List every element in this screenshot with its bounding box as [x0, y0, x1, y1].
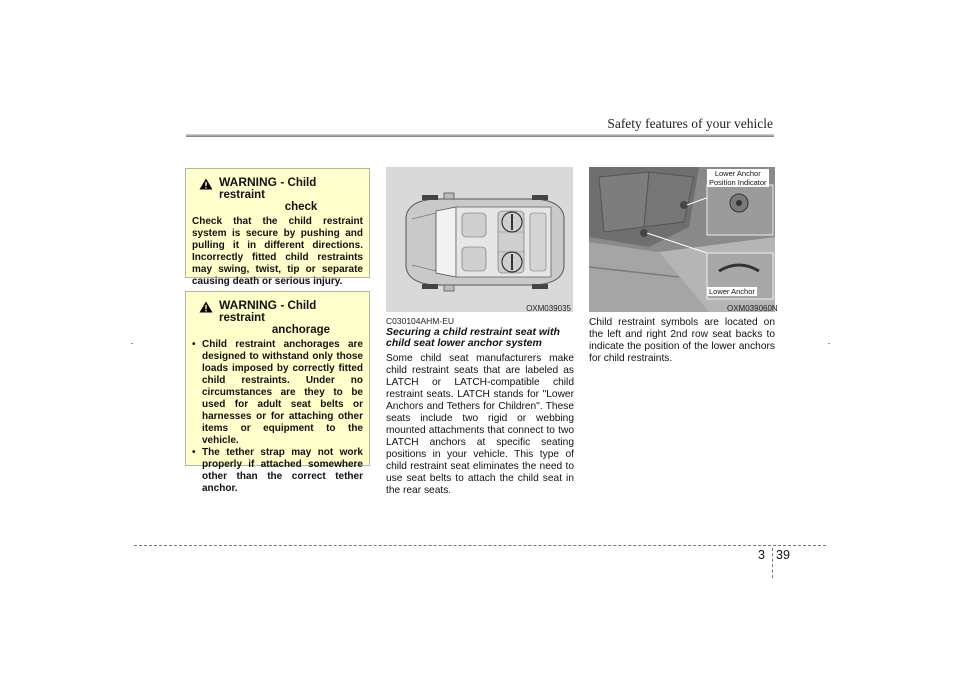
section-title: Securing a child restraint seat with child seat lower anchor system	[386, 326, 560, 349]
list-item: • Child restraint anchorages are designed to withstand only those loads imposed by correctly fitted child restraints. Under no circumstances are they to be used for adult seat belts or harnesses or for attaching other items or equipment to the vehicle.	[192, 339, 363, 446]
warning-triangle-icon	[199, 301, 213, 313]
warning-triangle-icon	[199, 178, 213, 190]
header-title: Safety features of your vehicle	[607, 116, 773, 131]
section-body: Some child seat manufacturers make child restraint seats that are labeled as LATCH or LATCH-compatible child restraint seats. LATCH stands for "Lower Anchors and Tethers for Children". These seats include two rigid or webbing mounted attachments that connect to two LATCH anchors at specific seating positions in your vehicle. This type of child restraint seat eliminates the need to use seat belts to attach the child seat in the rear seats.	[386, 353, 574, 496]
page-number: 39	[776, 548, 790, 562]
warning-box-anchorage	[185, 291, 370, 494]
warning-list	[192, 339, 363, 495]
car-top-view-illustration	[386, 167, 573, 312]
list-item: • The tether strap may not work properly if attached somewhere other than the correct tether anchor.	[192, 447, 363, 494]
warning-topic: Child restraint	[219, 300, 317, 324]
warning-topic-line2: check	[284, 201, 318, 213]
figure-code: OXM039035	[526, 304, 571, 313]
margin-dot	[828, 343, 830, 344]
warning-body: Check that the child restraint system is secure by pushing and pulling it in different directions. Incorrectly fitted child restraints may swing, twist, tip or separate causing death or serious injury.	[192, 216, 363, 287]
warning-word: WARNING -	[219, 298, 285, 312]
car-top-view-figure	[386, 167, 573, 312]
callout-indicator: Lower Anchor Position Indicator	[709, 169, 767, 187]
warning-topic: Child restraint	[219, 177, 317, 201]
chapter-number: 3	[758, 548, 765, 562]
page-separator	[772, 548, 773, 578]
seat-anchor-figure	[589, 167, 775, 312]
figure-code: OXM039060N	[727, 304, 778, 313]
section-body-right: Child restraint symbols are located on the left and right 2nd row seat backs to indicate the position of the lower anchors for child restraints.	[589, 317, 775, 364]
footer-rule	[134, 545, 826, 546]
margin-dot	[131, 343, 133, 344]
warning-heading	[192, 299, 363, 336]
header-rule	[186, 134, 774, 137]
warning-word: WARNING -	[219, 175, 285, 189]
warning-topic-line2: anchorage	[271, 324, 331, 336]
warning-heading	[192, 176, 363, 213]
callout-anchor: Lower Anchor	[709, 287, 755, 296]
section-code: C030104AHM-EU	[386, 316, 455, 326]
warning-box-check	[185, 168, 370, 287]
